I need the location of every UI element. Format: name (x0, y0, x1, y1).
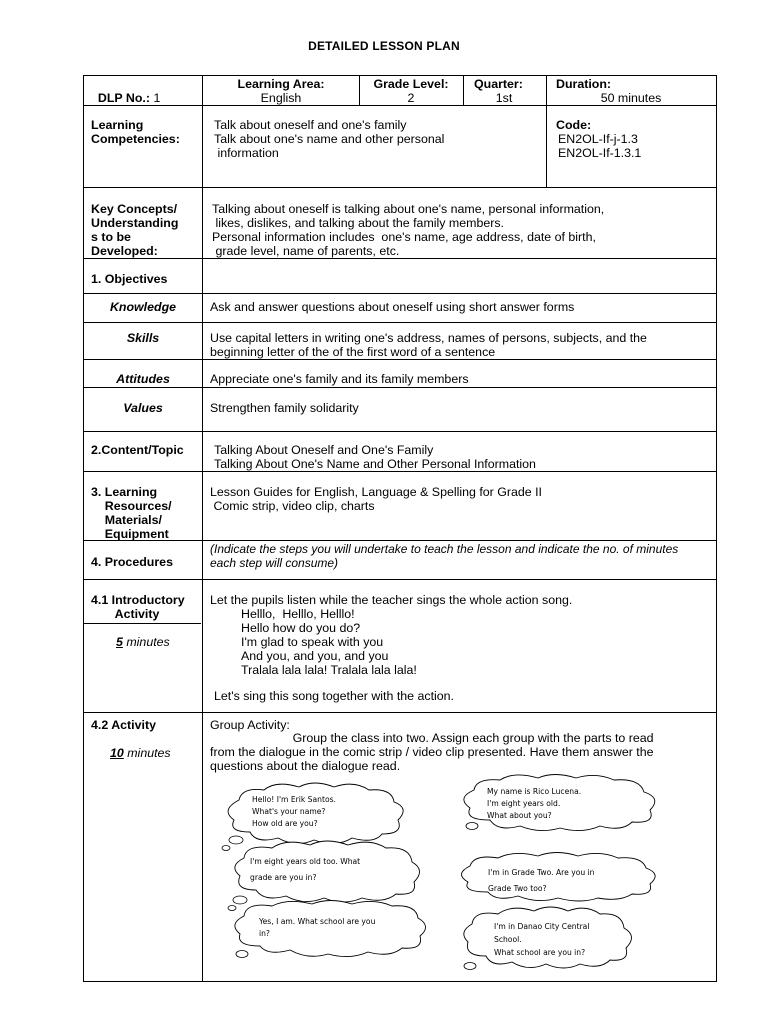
grade-level-label: Grade Level: (373, 77, 449, 91)
intro-lead: Let the pupils listen while the teacher sings the whole action song. (210, 593, 573, 607)
values-text: Strengthen family solidarity (210, 401, 359, 415)
objectives-label: 1. Objectives (91, 272, 168, 286)
quarter-label: Quarter: (474, 77, 523, 91)
activity-minutes-word: minutes (123, 746, 171, 760)
activity-label: 4.2 Activity (91, 718, 156, 732)
content-label: 2.Content/Topic (91, 443, 184, 457)
song-lyrics: Helllo, Helllo, Helllo! Hello how do you do? I'm glad to speak with you And you, and you, and you Tralala lala lala! Tralala lala lala! (241, 607, 417, 677)
dlp-value: 1 (153, 91, 161, 105)
bubble-6-text: I'm in Danao City Central School. What school are you in? (494, 922, 590, 957)
intro-minutes-word: minutes (122, 635, 170, 649)
grade-level-value: 2 (407, 91, 415, 105)
bubble-3-text: I'm eight years old too. What grade are you in? (250, 857, 361, 882)
knowledge-text: Ask and answer questions about oneself using short answer forms (210, 300, 575, 314)
skills-label: Skills (126, 331, 160, 345)
intro-label: 4.1 Introductory Activity (91, 593, 185, 621)
bubble-4-text: I'm in Grade Two. Are you in Grade Two too? (488, 868, 595, 893)
intro-minutes-number: 5 (116, 635, 123, 649)
procedures-label: 4. Procedures (91, 555, 173, 569)
bubble-5-text: Yes, I am. What school are you in? (259, 917, 376, 938)
knowledge-label: Knowledge (109, 300, 177, 314)
bubble-1-text: Hello! I'm Erik Santos. What's your name? How old are you? (252, 795, 336, 828)
activity-heading: Group Activity: (210, 718, 290, 732)
bubble-2-text: My name is Rico Lucena. I'm eight years old. What about you? (487, 787, 582, 820)
dlp-label: DLP No.: (97, 91, 150, 105)
procedures-note: (Indicate the steps you will undertake to teach the lesson and indicate the no. of minutes each step will consume) (210, 542, 679, 570)
quarter-value: 1st (495, 91, 513, 105)
activity-minutes-number: 10 (110, 746, 124, 760)
code-values: EN2OL-If-j-1.3 EN2OL-If-1.3.1 (558, 132, 642, 160)
key-concepts-text: Talking about oneself is talking about one's name, personal information, likes, dislikes, and talking about the family members. Personal information includes one's name, age address, date of birth, grade level, name of parents, etc. (212, 202, 605, 258)
intro-minutes (116, 635, 170, 649)
resources-text: Lesson Guides for English, Language & Spelling for Grade II Comic strip, video clip, charts (210, 485, 543, 513)
document-title: DETAILED LESSON PLAN (308, 39, 460, 53)
values-label: Values (123, 401, 163, 415)
skills-text: Use capital letters in writing one's address, names of persons, subjects, and the beginning letter of the of the first word of a sentence (210, 331, 647, 359)
intro-closing: Let's sing this song together with the action. (214, 689, 454, 703)
code-label: Code: (556, 118, 592, 132)
attitudes-label: Attitudes (116, 372, 170, 386)
duration-value: 50 minutes (600, 91, 662, 105)
learning-area-label: Learning Area: (237, 77, 325, 91)
activity-text: Group the class into two. Assign each group with the parts to read from the dialogue in the comic strip / video clip presented. Have them answer the questions about the dialogue read. (210, 731, 654, 773)
key-concepts-label: Key Concepts/ Understanding s to be Developed: (91, 202, 179, 258)
learning-area-value: English (260, 91, 302, 105)
competencies-text: Talk about oneself and one's family Talk about one's name and other personal information (214, 118, 445, 160)
dlp-field (91, 77, 160, 105)
resources-label: 3. Learning Resources/ Materials/ Equipment (91, 485, 172, 541)
activity-minutes (110, 746, 171, 760)
duration-label: Duration: (556, 77, 612, 91)
content-text: Talking About Oneself and One's Family Talking About One's Name and Other Personal Information (214, 443, 536, 471)
competencies-label: Learning Competencies: (91, 118, 180, 146)
attitudes-text: Appreciate one's family and its family members (210, 372, 469, 386)
